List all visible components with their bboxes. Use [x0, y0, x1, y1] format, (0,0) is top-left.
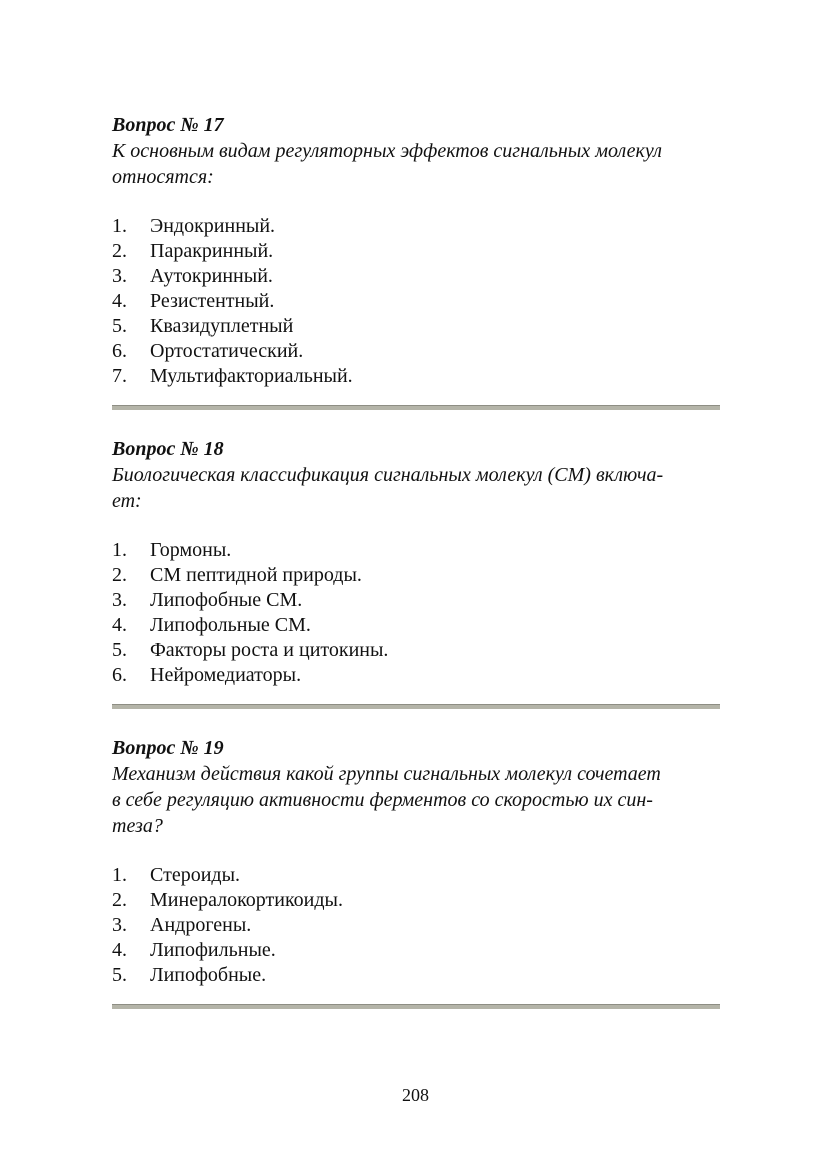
answer-number: 4.	[112, 614, 127, 636]
answer-list	[112, 863, 720, 988]
question-text-line: относятся:	[112, 166, 214, 188]
question-19	[112, 735, 720, 1009]
answer-number: 4.	[112, 290, 127, 312]
answer-text: Андрогены.	[150, 914, 252, 936]
answer-item	[112, 913, 720, 938]
question-text-line: Биологическая классификация сигнальных молекул (СМ) включа-	[112, 464, 664, 486]
answer-number: 7.	[112, 365, 127, 387]
question-text-line: К основным видам регуляторных эффектов сигнальных молекул	[112, 140, 662, 162]
answer-item	[112, 364, 720, 389]
answer-text: Аутокринный.	[150, 265, 273, 287]
question-title: Вопрос № 18	[112, 438, 224, 460]
question-17	[112, 112, 720, 410]
answer-item	[112, 638, 720, 663]
answer-number: 3.	[112, 589, 127, 611]
answer-number: 3.	[112, 265, 127, 287]
answer-number: 6.	[112, 664, 127, 686]
answer-list	[112, 538, 720, 688]
answer-text: Факторы роста и цитокины.	[150, 639, 389, 661]
question-text-line: ет:	[112, 490, 142, 512]
answer-item	[112, 214, 720, 239]
answer-text: Липофольные СМ.	[150, 614, 311, 636]
answer-number: 5.	[112, 315, 127, 337]
answer-item	[112, 239, 720, 264]
question-text-line: Механизм действия какой группы сигнальных молекул сочетает	[112, 763, 661, 785]
question-18	[112, 436, 720, 709]
answer-item	[112, 588, 720, 613]
answer-item	[112, 339, 720, 364]
answer-list	[112, 214, 720, 389]
answer-number: 6.	[112, 340, 127, 362]
answer-text: Липофобные СМ.	[150, 589, 303, 611]
answer-number: 3.	[112, 914, 127, 936]
answer-text: Минералокортикоиды.	[150, 889, 343, 911]
answer-text: Нейромедиаторы.	[150, 664, 302, 686]
section-divider	[112, 405, 720, 410]
answer-text: Ортостатический.	[150, 340, 304, 362]
answer-text: СМ пептидной природы.	[150, 564, 362, 586]
answer-number: 2.	[112, 564, 127, 586]
answer-item	[112, 613, 720, 638]
answer-text: Паракринный.	[150, 240, 274, 262]
answer-text: Квазидуплетный	[150, 315, 294, 337]
answer-number: 1.	[112, 864, 127, 886]
question-text	[112, 138, 720, 190]
answer-item	[112, 963, 720, 988]
answer-text: Липофильные.	[150, 939, 276, 961]
answer-number: 1.	[112, 215, 127, 237]
question-text-line: в себе регуляцию активности ферментов со скоростью их син-	[112, 789, 653, 811]
answer-text: Эндокринный.	[150, 215, 276, 237]
answer-item	[112, 563, 720, 588]
answer-number: 2.	[112, 889, 127, 911]
answer-item	[112, 538, 720, 563]
section-divider	[112, 704, 720, 709]
answer-text: Резистентный.	[150, 290, 275, 312]
answer-item	[112, 663, 720, 688]
answer-text: Стероиды.	[150, 864, 241, 886]
page-content	[112, 112, 720, 1035]
question-title: Вопрос № 17	[112, 114, 224, 136]
answer-text: Гормоны.	[150, 539, 232, 561]
question-title: Вопрос № 19	[112, 737, 224, 759]
section-divider	[112, 1004, 720, 1009]
answer-item	[112, 863, 720, 888]
answer-text: Мультифакториальный.	[150, 365, 353, 387]
answer-item	[112, 289, 720, 314]
answer-item	[112, 888, 720, 913]
answer-item	[112, 264, 720, 289]
question-text	[112, 462, 720, 514]
page-number: 208	[402, 1085, 429, 1105]
answer-number: 1.	[112, 539, 127, 561]
answer-item	[112, 938, 720, 963]
answer-number: 5.	[112, 639, 127, 661]
answer-number: 4.	[112, 939, 127, 961]
answer-number: 5.	[112, 964, 127, 986]
question-text-line: теза?	[112, 815, 163, 837]
question-text	[112, 761, 720, 839]
answer-item	[112, 314, 720, 339]
answer-number: 2.	[112, 240, 127, 262]
answer-text: Липофобные.	[150, 964, 267, 986]
